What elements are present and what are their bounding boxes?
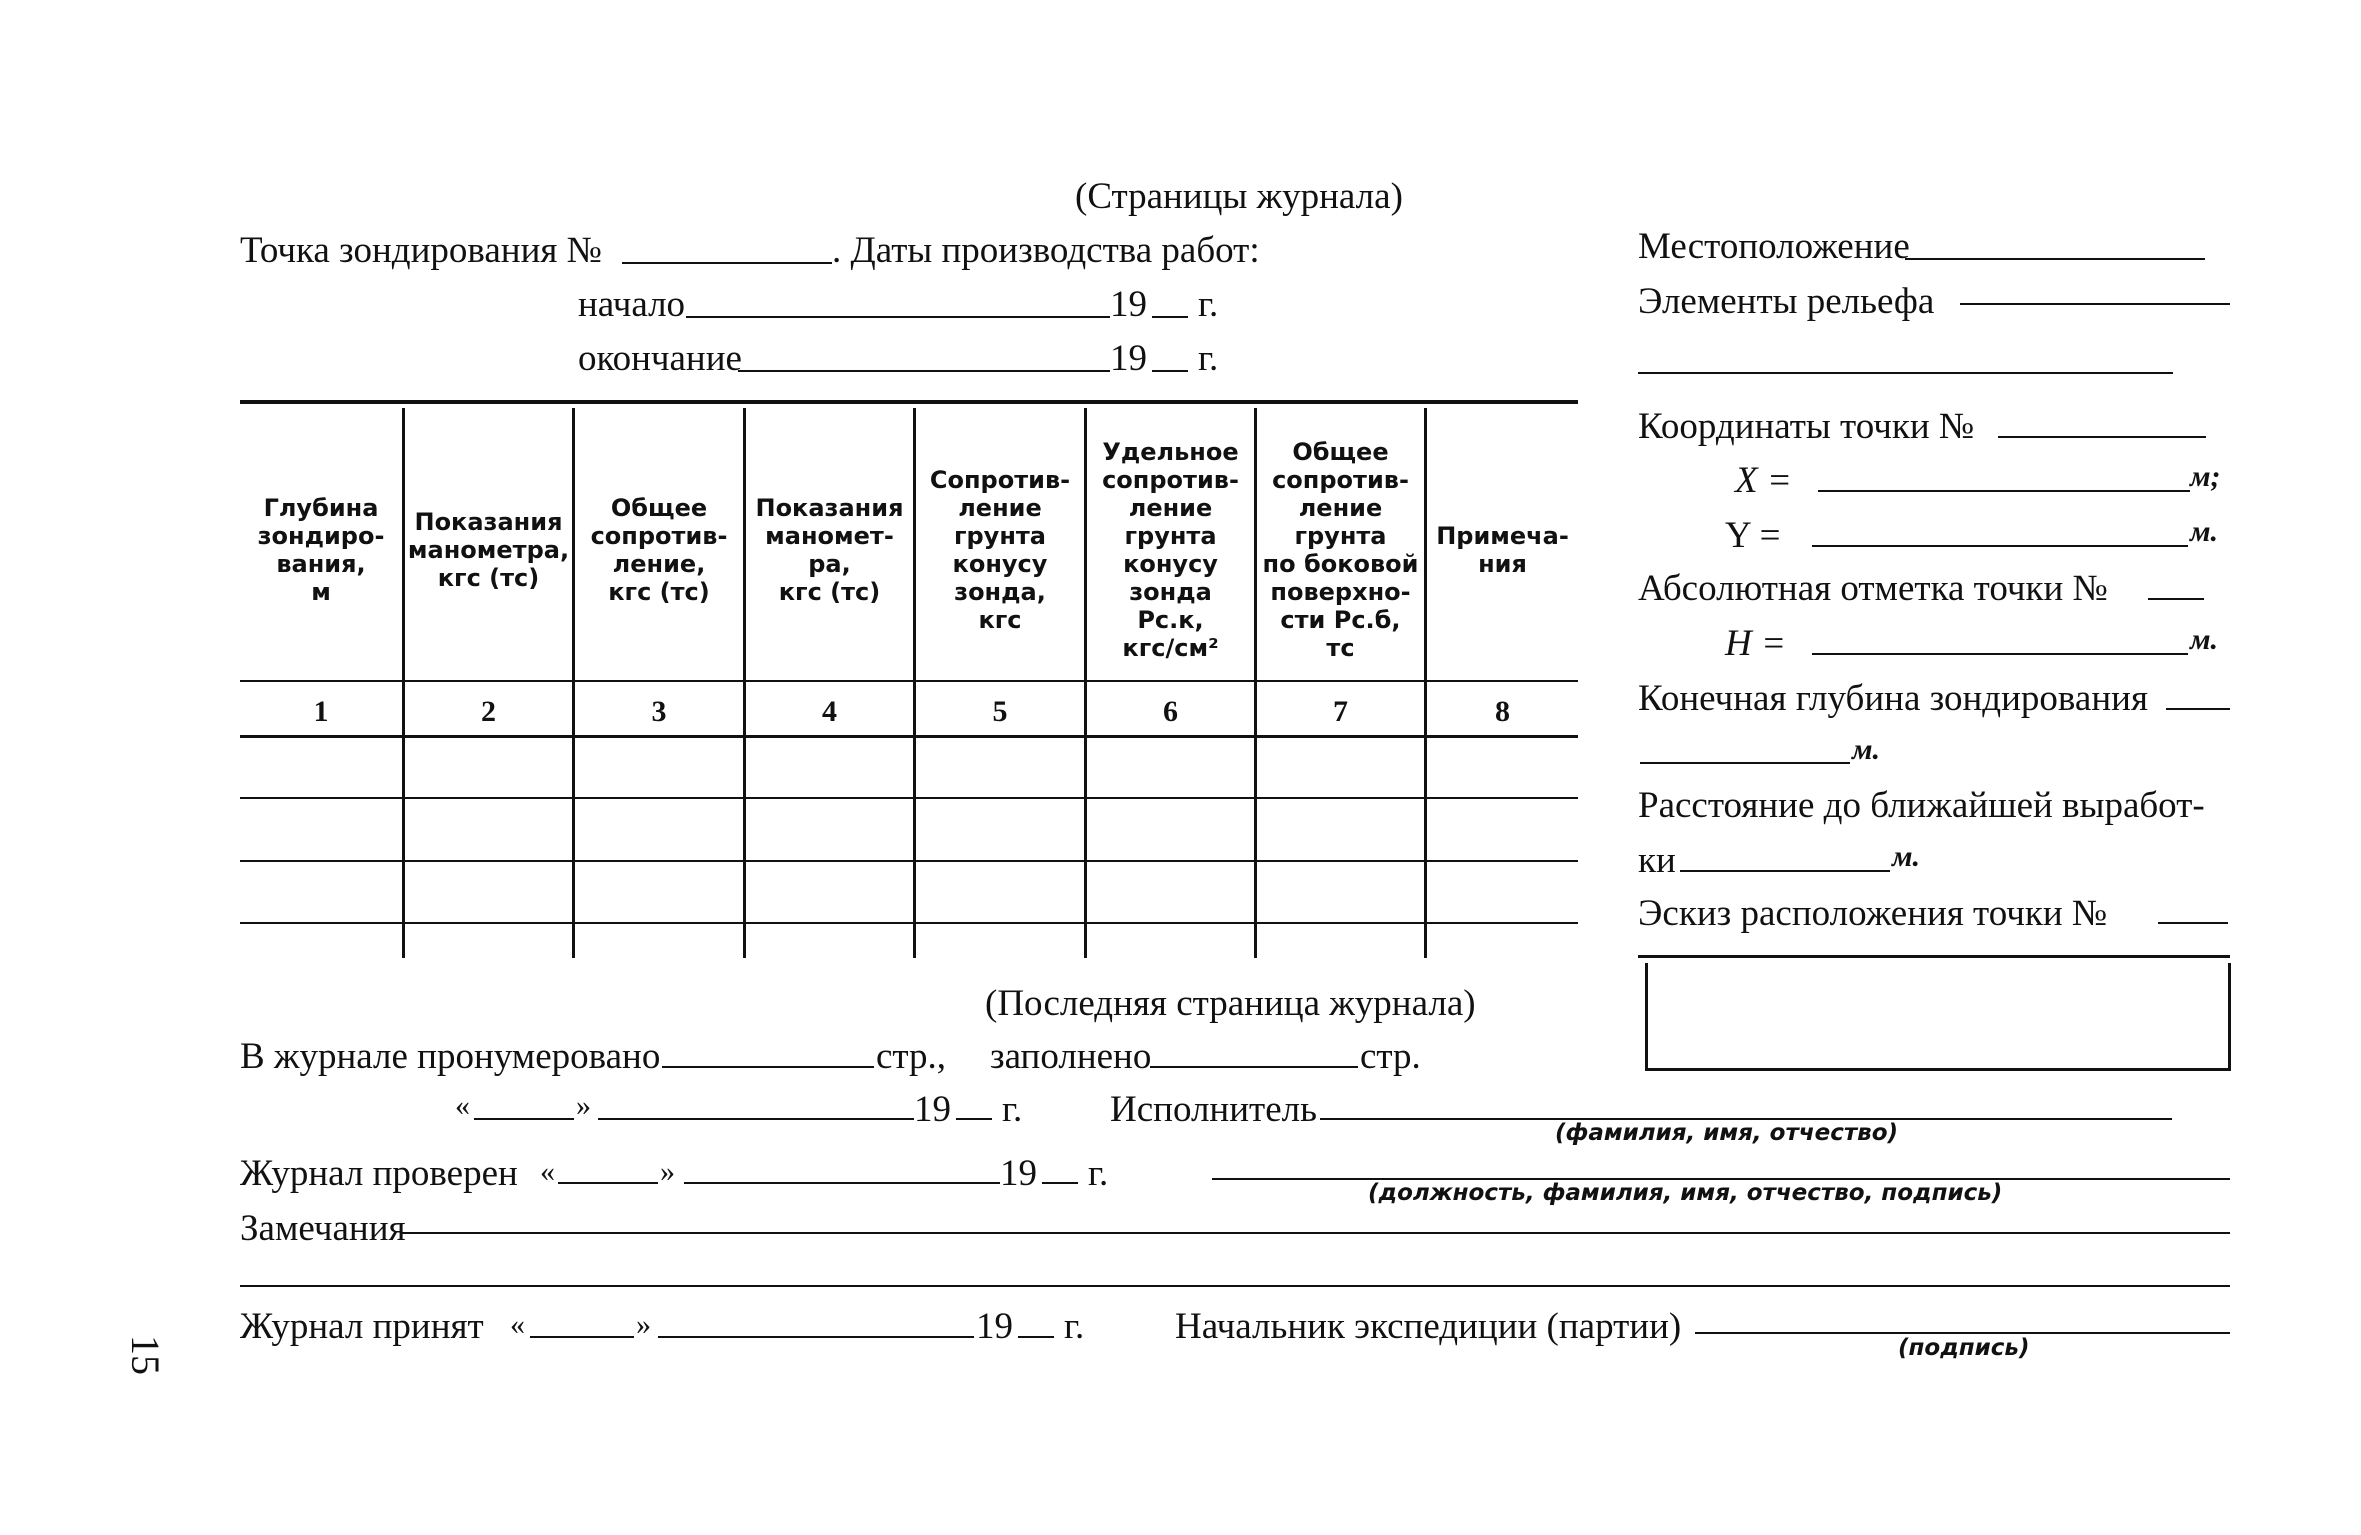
numbered-label: В журнале пронумеровано [240, 1036, 661, 1077]
remarks-label: Замечания [240, 1208, 406, 1249]
final-depth-field[interactable] [2166, 708, 2230, 710]
executor-label: Исполнитель [1110, 1089, 1317, 1130]
coords-point-field[interactable] [1998, 436, 2206, 438]
final-depth-field-line2[interactable] [1640, 762, 1850, 764]
h-field[interactable] [1812, 653, 2188, 655]
checked-month-field[interactable] [684, 1182, 1000, 1184]
pages-abbr-2: стр. [1360, 1036, 1421, 1077]
col-header-manometer-2: Показания маномет- ра, кгс (тс) [755, 494, 904, 606]
pages-abbr: стр., [876, 1036, 947, 1077]
chief-caption: (подпись) [1898, 1335, 2030, 1361]
x-unit: м; [2190, 460, 2221, 493]
location-label: Местоположение [1638, 226, 1910, 267]
col-number-7: 7 [1333, 695, 1348, 728]
final-depth-unit: м. [1852, 733, 1881, 766]
checked-caption: (должность, фамилия, имя, отчество, подпись) [1368, 1180, 2003, 1206]
col-number-6: 6 [1163, 695, 1178, 728]
point-number-field[interactable] [622, 262, 832, 264]
col-header-notes: Примеча- ния [1436, 522, 1569, 578]
last-page-title: (Последняя страница журнала) [985, 983, 1476, 1024]
abs-mark-label: Абсолютная отметка точки № [1638, 568, 2108, 609]
distance-unit: м. [1892, 840, 1921, 873]
work-dates-label: . Даты производства работ: [832, 230, 1260, 271]
exec-year-suffix: г. [1002, 1089, 1023, 1130]
accepted-quote-close: » [636, 1308, 651, 1341]
relief-label: Элементы рельефа [1638, 281, 1935, 322]
col-header-depth: Глубина зондиро- вания, м [257, 494, 385, 606]
h-label: H = [1725, 623, 1786, 664]
numbered-field[interactable] [662, 1066, 874, 1068]
exec-day-field[interactable] [474, 1118, 574, 1120]
col-number-5: 5 [992, 695, 1008, 728]
chief-label: Начальник экспедиции (партии) [1175, 1306, 1682, 1347]
exec-quote-open: « [455, 1089, 470, 1122]
coords-label: Координаты точки № [1638, 406, 1975, 447]
checked-year-prefix: 19 [1000, 1153, 1037, 1194]
col-number-3: 3 [651, 695, 667, 728]
col-number-4: 4 [822, 695, 837, 728]
end-date-label: окончание [578, 338, 742, 379]
distance-label-line1: Расстояние до ближайшей выработ- [1638, 785, 2205, 826]
distance-label-line2: ки [1638, 840, 1676, 881]
abs-mark-point-field[interactable] [2148, 598, 2204, 600]
checked-quote-close: » [660, 1155, 675, 1188]
table-row[interactable] [240, 860, 1578, 862]
relief-field[interactable] [1960, 303, 2230, 305]
start-year-suffix: г. [1198, 284, 1219, 325]
end-year-field[interactable] [1152, 370, 1188, 372]
col-number-2: 2 [481, 695, 496, 728]
exec-quote-close: » [576, 1089, 591, 1122]
sketch-label: Эскиз расположения точки № [1638, 893, 2108, 934]
x-field[interactable] [1818, 490, 2190, 492]
numbers-bottom-rule [240, 735, 1578, 738]
h-unit: м. [2190, 623, 2219, 656]
checked-year-suffix: г. [1088, 1153, 1109, 1194]
end-date-field[interactable] [738, 370, 1110, 372]
end-year-suffix: г. [1198, 338, 1219, 379]
accepted-year-prefix: 19 [976, 1306, 1013, 1347]
distance-field[interactable] [1680, 870, 1890, 872]
exec-year-field[interactable] [956, 1118, 992, 1120]
checked-year-field[interactable] [1042, 1182, 1078, 1184]
relief-field-line2[interactable] [1638, 372, 2173, 374]
col-header-total-resistance: Общее сопротив- ление, кгс (тс) [590, 494, 728, 606]
journal-pages-title: (Страницы журнала) [1075, 176, 1403, 217]
sketch-box[interactable] [1645, 963, 2231, 1071]
accepted-day-field[interactable] [530, 1336, 634, 1338]
page-number: 15 [123, 1335, 168, 1375]
col-header-manometer: Показания манометра, кгс (тс) [407, 508, 570, 592]
x-label: X = [1735, 460, 1792, 501]
header-bottom-rule [240, 680, 1578, 682]
exec-year-prefix: 19 [914, 1089, 951, 1130]
col-number-1: 1 [313, 695, 329, 728]
accepted-quote-open: « [510, 1308, 525, 1341]
filled-label: заполнено [990, 1036, 1152, 1077]
start-date-label: начало [578, 284, 686, 325]
col-header-specific-cone-resistance: Удельное сопротив- ление грунта конусу зонда Pс.к, кгс/см² [1102, 438, 1239, 662]
table-row[interactable] [240, 922, 1578, 924]
exec-month-field[interactable] [598, 1118, 914, 1120]
accepted-label: Журнал принят [240, 1306, 484, 1347]
accepted-year-field[interactable] [1018, 1336, 1054, 1338]
end-year-prefix: 19 [1110, 338, 1147, 379]
y-unit: м. [2190, 515, 2219, 548]
point-number-label: Точка зондирования № [240, 230, 602, 271]
remarks-field-line2[interactable] [240, 1285, 2230, 1287]
sketch-point-field[interactable] [2158, 922, 2228, 924]
chief-signature-field[interactable] [1695, 1332, 2230, 1334]
final-depth-label: Конечная глубина зондирования [1638, 678, 2148, 719]
accepted-year-suffix: г. [1064, 1306, 1085, 1347]
col-header-side-resistance: Общее сопротив- ление грунта по боковой поверхно- сти Pс.б, тс [1262, 438, 1419, 662]
remarks-field[interactable] [402, 1232, 2230, 1234]
y-field[interactable] [1812, 545, 2188, 547]
col-number-8: 8 [1495, 695, 1510, 728]
checked-label: Журнал проверен [240, 1153, 518, 1194]
executor-caption: (фамилия, имя, отчество) [1555, 1120, 1899, 1146]
start-date-field[interactable] [686, 316, 1110, 318]
y-label: Y = [1725, 515, 1781, 556]
location-field[interactable] [1905, 258, 2205, 260]
sketch-top-rule [1638, 955, 2230, 958]
filled-field[interactable] [1150, 1066, 1358, 1068]
start-year-field[interactable] [1152, 316, 1188, 318]
accepted-month-field[interactable] [658, 1336, 974, 1338]
start-year-prefix: 19 [1110, 284, 1147, 325]
checked-quote-open: « [540, 1155, 555, 1188]
table-top-rule [240, 400, 1578, 404]
col-header-cone-resistance: Сопротив- ление грунта конусу зонда, кгс [929, 466, 1071, 634]
checked-day-field[interactable] [558, 1182, 658, 1184]
table-row[interactable] [240, 797, 1578, 799]
